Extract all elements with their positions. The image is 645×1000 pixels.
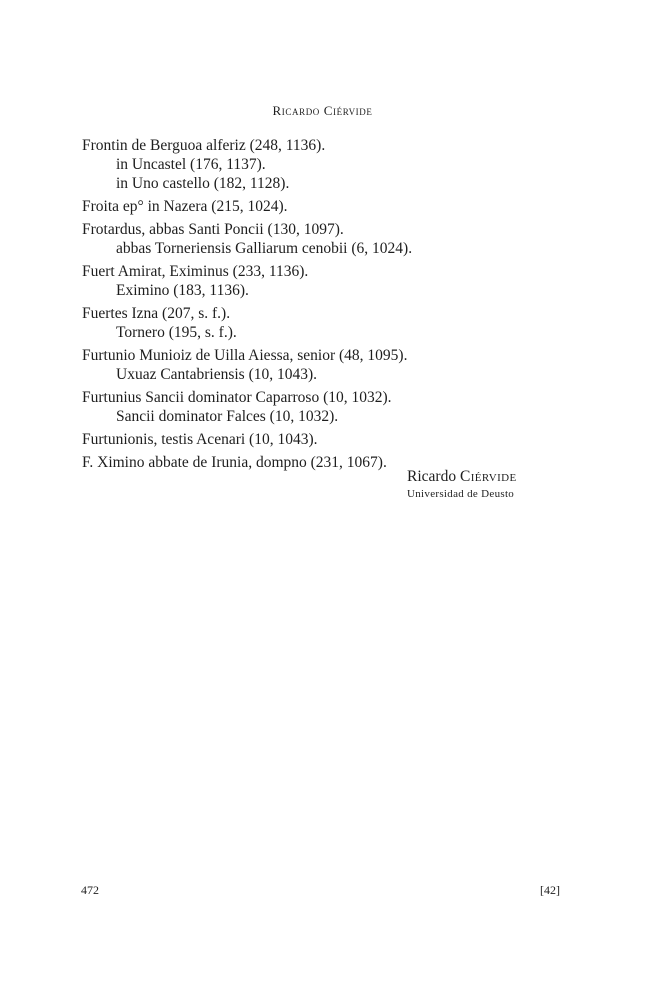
author-affiliation: Universidad de Deusto (407, 488, 515, 500)
index-entry (82, 430, 552, 449)
entry-subline: abbas Torneriensis Galliarum cenobii (6, 1024). (116, 240, 413, 257)
index-entry (82, 136, 552, 193)
entry-subline: Eximino (183, 1136). (116, 282, 249, 299)
entry-line: Frontin de Berguoa alferiz (248, 1136). (82, 137, 326, 154)
index-entry (82, 304, 552, 342)
running-head: Ricardo Ciérvide (272, 103, 373, 118)
index-entry (82, 346, 552, 384)
entry-line: Frotardus, abbas Santi Poncii (130, 1097). (82, 221, 344, 238)
author-signature (407, 468, 517, 486)
page-reference: [42] (540, 883, 560, 897)
entry-line: Froita ep° in Nazera (215, 1024). (82, 198, 288, 215)
entry-subline: in Uncastel (176, 1137). (116, 156, 266, 173)
entry-subline: Sancii dominator Falces (10, 1032). (116, 408, 339, 425)
entry-line: Fuert Amirat, Eximinus (233, 1136). (82, 263, 309, 280)
index-entry (82, 262, 552, 300)
entry-subline: Uxuaz Cantabriensis (10, 1043). (116, 366, 318, 383)
index-entry (82, 197, 552, 216)
author-last-name: Ciérvide (459, 468, 517, 485)
entry-line: Furtunius Sancii dominator Caparroso (10, 1032). (82, 389, 392, 406)
index-entries (82, 136, 552, 476)
entry-line: Furtunio Munioiz de Uilla Aiessa, senior (48, 1095). (82, 347, 408, 364)
index-entry (82, 220, 552, 258)
page-number: 472 (81, 883, 99, 897)
entry-subline: in Uno castello (182, 1128). (116, 175, 290, 192)
author-first-name: Ricardo (407, 468, 457, 485)
index-entry (82, 388, 552, 426)
entry-line: Fuertes Izna (207, s. f.). (82, 305, 231, 322)
entry-line: F. Ximino abbate de Irunia, dompno (231, 1067). (82, 454, 387, 471)
entry-subline: Tornero (195, s. f.). (116, 324, 237, 341)
entry-line: Furtunionis, testis Acenari (10, 1043). (82, 431, 318, 448)
